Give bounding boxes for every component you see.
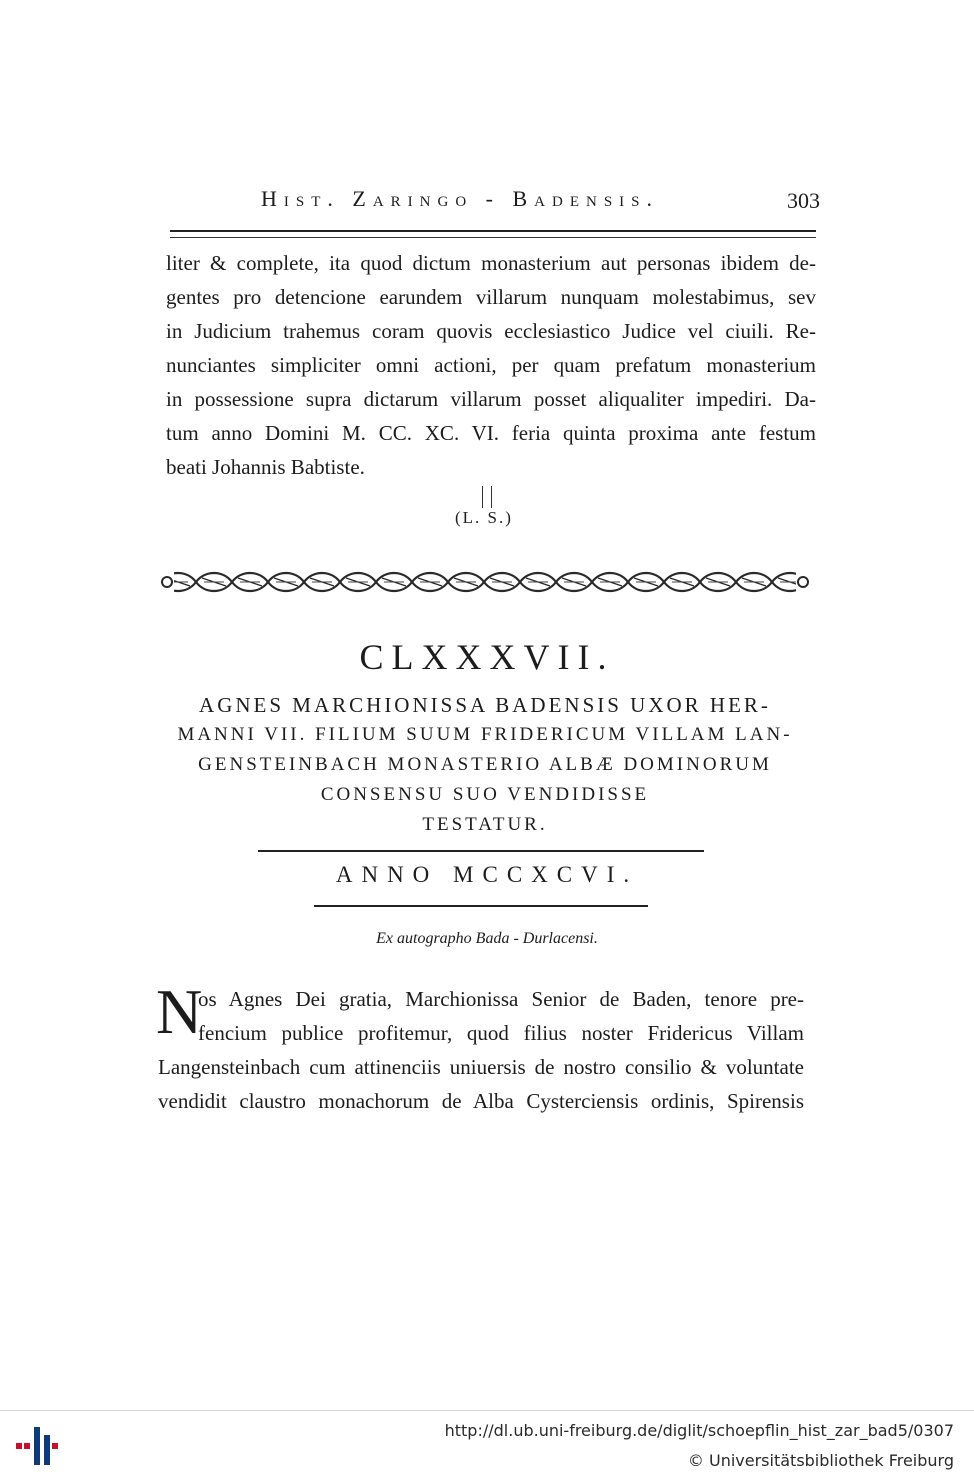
text-line: fencium publice profitemur, quod filius noster Fridericus Villam [198,1021,804,1045]
summary-line: CONSENSU SUO VENDIDISSE [320,784,650,805]
text-line: beati Johannis Babtiste. [166,455,365,479]
permalink-url[interactable]: http://dl.ub.uni-freiburg.de/diglit/schoepflin_hist_zar_bad5/0307 [444,1421,954,1440]
year-rule [314,905,648,907]
ub-freiburg-logo-icon[interactable] [14,1423,60,1469]
summary-line: AGNES MARCHIONISSA BADENSIS UXOR HER- [199,693,771,717]
document-summary [160,690,810,840]
text-line: nunciantes simpliciter omni actioni, per quam prefatum monasterium [166,353,816,377]
seal-mark [482,486,492,508]
summary-line: GENSTEINBACH MONASTERIO ALBÆ DOMINORUM [198,754,772,775]
running-title: Hist. Zaringo - Badensis. [261,186,659,211]
charter-text-end [166,246,816,484]
running-head [160,186,820,220]
page-number: 303 [787,188,820,213]
footer-bar [0,1410,974,1481]
text-line: Langensteinbach cum attinenciis uniuersis de nostro consilio & voluntate [158,1055,804,1079]
summary-line: MANNI VII. FILIUM SUUM FRIDERICUM VILLAM LAN- [177,724,793,745]
source-note: Ex autographo Bada - Durlacensi. [376,930,598,947]
header-rule-thin [170,237,816,238]
text-line: gentes pro detencione earundem villarum nunquam molestabimus, sev [166,285,816,309]
ornament-border-icon [160,570,810,594]
seal-locus: (L. S.) [455,508,513,527]
document-number: CLXXXVII. [359,637,615,677]
drop-cap: N [156,976,203,1047]
header-rule-thick [170,230,816,232]
text-line: in Judicium trahemus coram quovis ecclesiastico Judice vel ciuili. Re- [166,319,816,343]
text-line: vendidit claustro monachorum de Alba Cysterciensis ordinis, Spirensis [158,1089,804,1113]
copyright-notice: © Universitätsbibliothek Freiburg [687,1451,954,1470]
document-year: ANNO MCCXCVI. [335,862,639,887]
text-line: in possessione supra dictarum villarum posset aliqualiter impediri. Da- [166,387,816,411]
text-line: tum anno Domini M. CC. XC. VI. feria quinta proxima ante festum [166,421,816,445]
text-line: os Agnes Dei gratia, Marchionissa Senior de Baden, tenore pre- [198,987,804,1011]
text-line: liter & complete, ita quod dictum monasterium aut personas ibidem de- [166,251,816,275]
section-rule [258,850,704,852]
summary-line: TESTATUR. [422,814,548,835]
charter-text-start [156,976,804,1118]
